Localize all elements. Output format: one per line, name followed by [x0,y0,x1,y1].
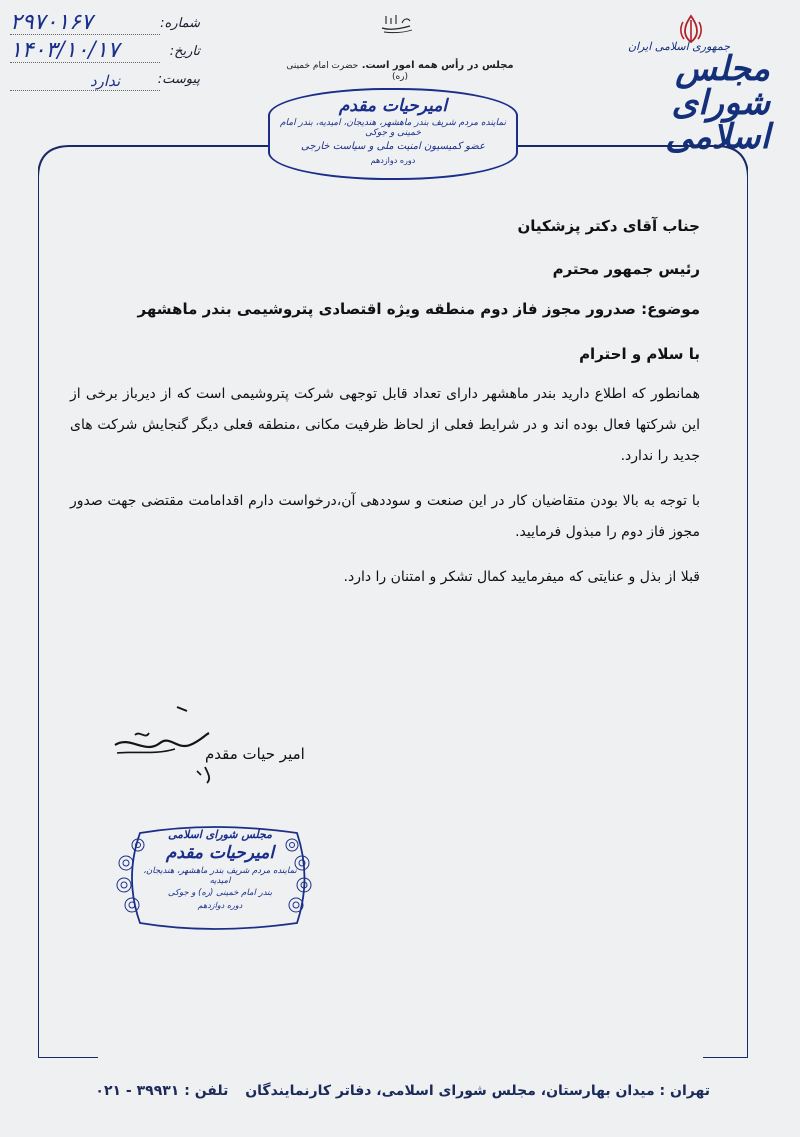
bottom-stamp-line3: دوره دوازدهم [197,901,243,910]
attachment-value: ندارد [90,72,121,90]
bottom-stamp-text [140,828,300,910]
date-underline [10,62,160,63]
footer-phone: ۰۲۱ - ۳۹۹۳۱ [95,1083,180,1099]
meta-number-row [10,10,200,38]
meta-date-row [10,38,200,66]
attachment-underline [10,90,160,91]
recipient-title: رئیس جمهور محترم [552,259,700,278]
date-value: ۱۴۰۳/۱۰/۱۷ [10,38,120,63]
paragraph-3: قبلا از بذل و عنایتی که میفرمایید کمال تشکر و امتنان را دارد. [343,569,700,585]
letter-meta [10,10,200,94]
header-stamp-title: امیرحیات مقدم [338,96,448,116]
attachment-label: پیوست: [157,72,200,87]
bottom-stamp-line2: بندر امام خمینی (ره) و جوکی [167,888,273,898]
number-value: ۲۹۷۰۱۶۷ [10,10,93,35]
recipient: جناب آقای دکتر پزشکیان [517,217,700,235]
subject-line: موضوع: صدرور مجوز فاز دوم منطقه ویژه اقتصادی پتروشیمی بندر ماهشهر [137,300,700,318]
letter-body [70,215,700,607]
meta-attachment-row [10,66,200,94]
header-stamp-line2: عضو کمیسیون امنیت ملی و سیاست خارجی [301,141,485,152]
footer-phone-label: تلفن : [184,1083,229,1099]
motto-line [280,60,520,82]
number-label: شماره: [160,16,200,31]
header-stamp-line1: نماینده مردم شریف بندر ماهشهر، هندیجان، امیدیه، بندر امام خمینی و جوکی [279,118,507,138]
number-underline [10,34,160,35]
footer-address: تهران : میدان بهارستان، مجلس شورای اسلامی، دفاتر کارنمایندگان [245,1083,710,1099]
bottom-stamp-head: مجلس شورای اسلامی [167,828,273,841]
signer-name: امیر حیات مقدم [205,745,305,763]
footer [90,1083,710,1099]
date-label: تاریخ: [169,44,200,59]
handwritten-signature [105,705,215,790]
greeting: با سلام و احترام [579,344,700,363]
republic-name: جمهوری اسلامی ایران [627,40,730,53]
bottom-stamp-line1: نماینده مردم شریف بندر ماهشهر، هندیجان، امیدیه [143,866,297,886]
basmala-calligraphy-icon [380,12,414,34]
bottom-stamp-title: امیرحیات مقدم [165,843,275,863]
motto-text: مجلس در رأس همه امور است. [361,60,514,71]
motto-attribution: حضرت امام خمینی (ره) [286,61,409,82]
header-stamp-line3: دوره دوازدهم [370,156,416,165]
paragraph-1: همانطور که اطلاع دارید بندر ماهشهر دارای تعداد قابل توجهی شرکت پتروشیمی است که از دیرباز برخی از این شرکتها فعال بوده اند و در شرایط فعلی از لحاظ ظرفیت مکانی ،منطقه فعلی دیگر گنجایش شرکت های جدید را ندارد. [70,386,700,464]
paragraph-2: با توجه به بالا بودن متقاضیان کار در این صنعت و سوددهی آن،درخواست دارم اقدامامت مقتضی جهت صدور مجوز فاز دوم را مبذول فرمایید. [70,493,700,540]
parliament-logo-text: مجلس شورای اسلامی [665,49,770,157]
